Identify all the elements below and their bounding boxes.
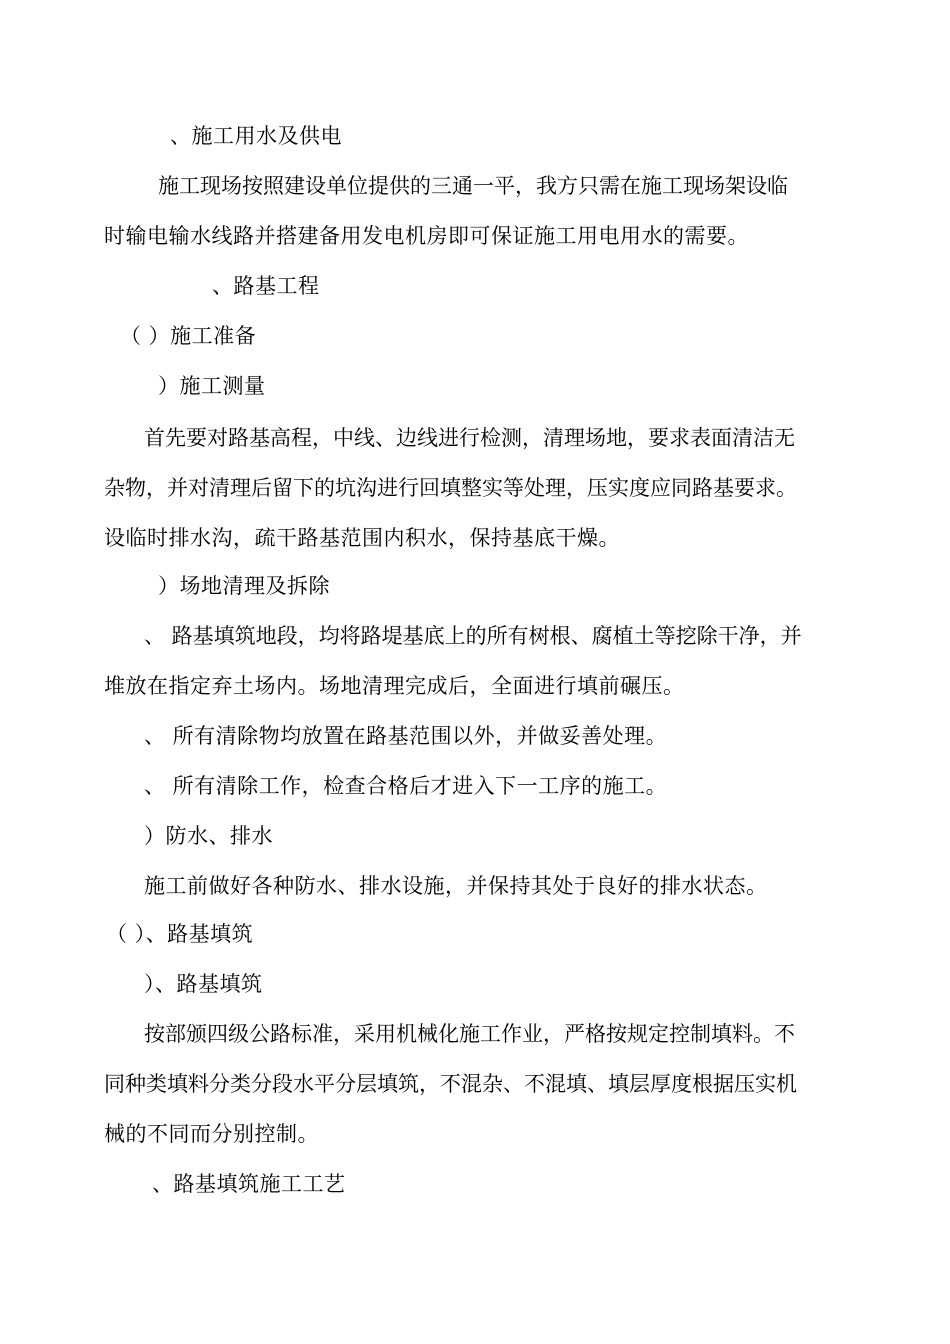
heading-subgrade-works: 、路基工程 — [212, 274, 320, 298]
paragraph-line: 堆放在指定弃土场内。场地清理完成后，全面进行填前碾压。 — [104, 674, 685, 698]
paragraph-line: 、 所有清除物均放置在路基范围以外，并做妥善处理。 — [144, 724, 668, 748]
paragraph-line: 时输电输水线路并搭建备用发电机房即可保证施工用电用水的需要。 — [104, 224, 749, 248]
heading-survey: ）施工测量 — [158, 374, 266, 398]
paragraph-line: 械的不同而分别控制。 — [104, 1122, 319, 1146]
heading-filling-sub: ）、路基填筑 — [144, 972, 263, 996]
paragraph-line: 设临时排水沟，疏干路基范围内积水，保持基底干燥。 — [104, 526, 620, 550]
paragraph-line: 施工现场按照建设单位提供的三通一平，我方只需在施工现场架设临 — [158, 174, 788, 198]
heading-site-clearing: ）场地清理及拆除 — [158, 574, 330, 598]
paragraph-line: 施工前做好各种防水、排水设施，并保持其处于良好的排水状态。 — [144, 874, 768, 898]
heading-drainage: ）防水、排水 — [144, 824, 273, 848]
heading-preparation: （ ）施工准备 — [120, 324, 257, 348]
paragraph-line: 同种类填料分类分段水平分层填筑，不混杂、不混填、填层厚度根据压实机 — [104, 1072, 797, 1096]
paragraph-line: 、 路基填筑地段，均将路堤基底上的所有树根、腐植土等挖除干净，并 — [144, 624, 802, 648]
heading-water-power: 、施工用水及供电 — [170, 124, 342, 148]
paragraph-line: 按部颁四级公路标准，采用机械化施工作业，严格按规定控制填料。不 — [144, 1022, 795, 1046]
heading-filling: （ ）、路基填筑 — [106, 922, 254, 946]
paragraph-line: 、 所有清除工作，检查合格后才进入下一工序的施工。 — [144, 774, 668, 798]
heading-filling-process: 、路基填筑施工工艺 — [152, 1172, 346, 1196]
paragraph-line: 首先要对路基高程，中线、边线进行检测，清理场地，要求表面清洁无 — [144, 426, 795, 450]
paragraph-line: 杂物，并对清理后留下的坑沟进行回填整实等处理，压实度应同路基要求。 — [104, 476, 797, 500]
